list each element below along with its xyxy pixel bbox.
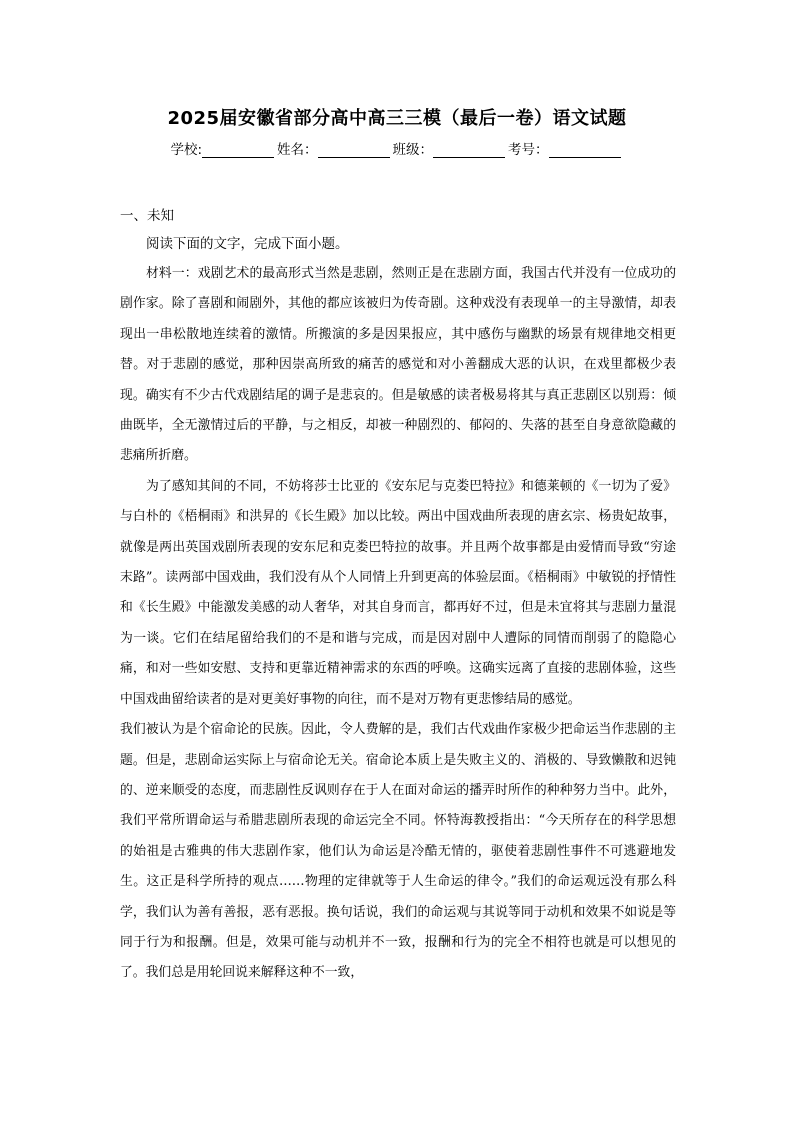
school-blank (202, 142, 274, 158)
name-field (277, 138, 393, 158)
passage-paragraph-3: 我们被认为是个宿命论的民族。因此，令人费解的是，我们古代戏曲作家极少把命运当作悲剧的主题。但是，悲剧命运实际上与宿命论无关。宿命论本质上是失败主义的、消极的、导致懒散和迟钝的、逆来顺受的态度，而悲剧性反讽则存在于人在面对命运的播弄时所作的种种努力当中。此外，我们平常所谓命运与希腊悲剧所表现的命运完全不同。怀特海教授指出：“今天所存在的科学思想的始祖是古雅典的伟大悲剧作家，他们认为命运是冷酷无情的，驱使着悲剧性事件不可逃避地发生。这正是科学所持的观点……物理的定律就等于人生命运的律令。”我们的命运观远没有那么科学，我们认为善有善报，恶有恶报。换句话说，我们的命运观与其说等同于动机和效果不如说是等同于行为和报酬。但是，效果可能与动机并不一致，报酬和行为的完全不相符也就是可以想见的了。我们总是用轮回说来解释这种不一致， (120, 722, 676, 981)
name-blank (318, 142, 390, 158)
section-heading: 一、未知 (120, 208, 174, 224)
exam-number-blank (549, 142, 621, 158)
exam-title: 2025届安徽省部分高中高三三模（最后一卷）语文试题 (167, 108, 627, 129)
exam-number-field (508, 138, 624, 158)
section-instruction: 阅读下面的文字，完成下面小题。 (146, 236, 349, 252)
reading-passage (120, 259, 676, 989)
class-field (393, 138, 509, 158)
student-info-row (0, 138, 794, 158)
passage-paragraph-2: 为了感知其间的不同，不妨将莎士比亚的《安东尼与克娄巴特拉》和德莱顿的《一切为了爱》与白朴的《梧桐雨》和洪昇的《长生殿》加以比较。两出中国戏曲所表现的唐玄宗、杨贵妃故事，就像是两出英国戏剧所表现的安东尼和克娄巴特拉的故事。并且两个故事都是由爱情而导致“穷途末路”。读两部中国戏曲，我们没有从个人同情上升到更高的体验层面。《梧桐雨》中敏锐的抒情性和《长生殿》中能激发美感的动人奢华，对其自身而言，都再好不过，但是未宜将其与悲剧力量混为一谈。它们在结尾留给我们的不是和谐与完成，而是因对剧中人遭际的同情而削弱了的隐隐心痛，和对一些如安慰、支持和更靠近精神需求的东西的呼唤。这确实远离了直接的悲剧体验，这些中国戏曲留给读者的是对更美好事物的向往，而不是对万物有更悲惨结局的感觉。 (120, 478, 676, 707)
class-blank (433, 142, 505, 158)
school-field (170, 138, 277, 158)
name-label: 姓名： (277, 142, 318, 158)
exam-number-label: 考号： (508, 142, 549, 158)
passage-paragraph-1: 材料一：戏剧艺术的最高形式当然是悲剧，然则正是在悲剧方面，我国古代并没有一位成功的剧作家。除了喜剧和闹剧外，其他的都应该被归为传奇剧。这种戏没有表现单一的主导激情，却表现出一串松散地连续着的激情。所搬演的多是因果报应，其中感伤与幽默的场景有规律地交相更替。对于悲剧的感觉，那种因崇高所致的痛苦的感觉和对小善翻成大恶的认识，在戏里都极少表现。确实有不少古代戏剧结尾的调子是悲哀的。但是敏感的读者极易将其与真正悲剧区以别焉：倾曲既毕，全无激情过后的平静，与之相反，却被一种剧烈的、郁闷的、失落的甚至自身意欲隐藏的悲痛所折磨。 (120, 266, 676, 464)
school-label: 学校: (170, 142, 203, 158)
class-label: 班级： (392, 142, 434, 158)
